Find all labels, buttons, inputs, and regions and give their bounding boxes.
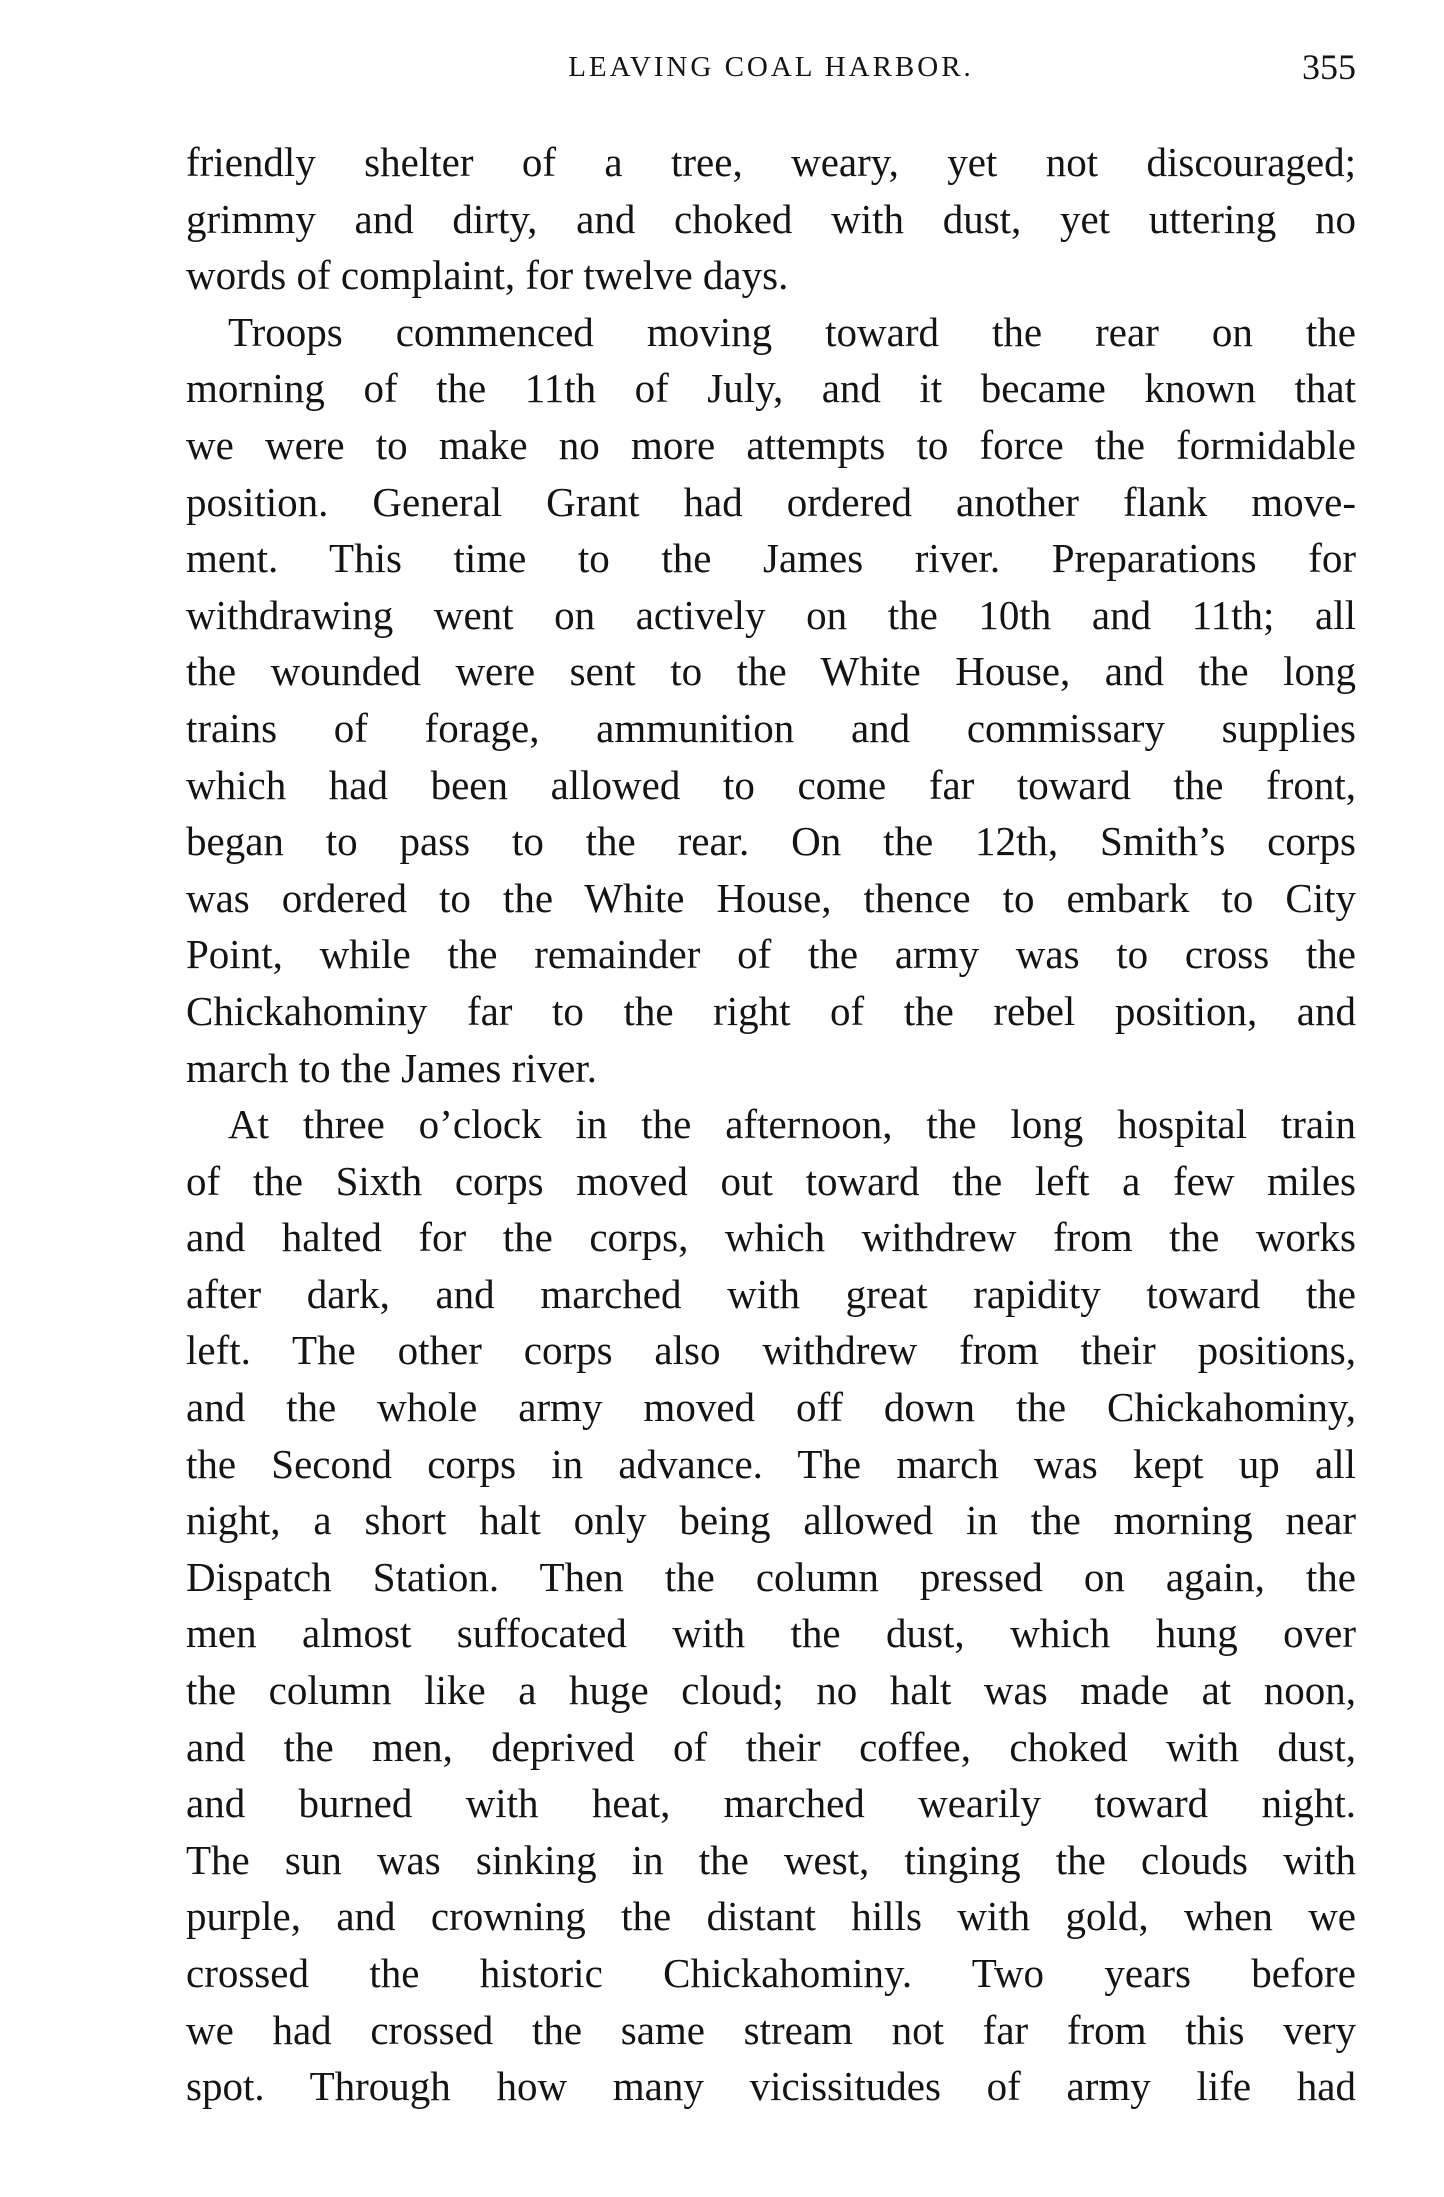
text-line: we had crossed the same stream not far from this very: [186, 2006, 1356, 2053]
text-line: and the men, deprived of their coffee, choked with dust,: [186, 1723, 1356, 1770]
text-line: began to pass to the rear. On the 12th, Smith’s corps: [186, 818, 1356, 865]
text-line: Chickahominy far to the right of the rebel position, and: [186, 987, 1356, 1034]
text-line: and burned with heat, marched wearily toward night.: [186, 1780, 1356, 1827]
text-line: of the Sixth corps moved out toward the left a few miles: [186, 1157, 1356, 1204]
text-line: friendly shelter of a tree, weary, yet not discouraged;: [186, 139, 1356, 185]
text-line: Troops commenced moving toward the rear on the: [228, 308, 1356, 355]
text-line: and halted for the corps, which withdrew from the works: [186, 1214, 1356, 1261]
page-number: 355: [1302, 47, 1356, 87]
text-line: march to the James river.: [186, 1044, 598, 1091]
running-title: LEAVING COAL HARBOR.: [568, 51, 974, 83]
text-line: crossed the historic Chickahominy. Two years before: [186, 1950, 1356, 1996]
running-head: [186, 42, 1356, 92]
text-line: the column like a huge cloud; no halt was made at noon,: [186, 1667, 1356, 1714]
text-line: morning of the 11th of July, and it became known that: [186, 365, 1356, 412]
text-line: grimmy and dirty, and choked with dust, yet uttering no: [186, 195, 1356, 242]
text-line: we were to make no more attempts to force the formidable: [186, 421, 1356, 468]
text-line: and the whole army moved off down the Chickahominy,: [186, 1384, 1356, 1431]
text-line: after dark, and marched with great rapidity toward the: [186, 1270, 1356, 1317]
body-text: [186, 134, 1356, 2115]
text-line: purple, and crowning the distant hills with gold, when we: [186, 1893, 1356, 1940]
paragraph-1: [186, 134, 1356, 304]
paragraph-2: [186, 304, 1356, 1096]
text-line: trains of forage, ammunition and commissary supplies: [186, 704, 1356, 751]
paragraph-3: [186, 1096, 1356, 2115]
text-line: was ordered to the White House, thence to embark to City: [186, 874, 1356, 921]
text-line: At three o’clock in the afternoon, the long hospital train: [228, 1101, 1356, 1148]
text-line: men almost suffocated with the dust, which hung over: [186, 1610, 1356, 1657]
text-line: which had been allowed to come far toward the front,: [186, 761, 1356, 808]
text-line: the wounded were sent to the White House, and the long: [186, 648, 1356, 695]
text-line: night, a short halt only being allowed in the morning near: [186, 1497, 1356, 1544]
text-line: left. The other corps also withdrew from their positions,: [186, 1327, 1356, 1374]
text-line: words of complaint, for twelve days.: [186, 252, 789, 299]
text-line: ment. This time to the James river. Preparations for: [186, 535, 1356, 582]
text-line: The sun was sinking in the west, tinging the clouds with: [186, 1836, 1356, 1883]
text-line: Dispatch Station. Then the column pressed on again, the: [186, 1553, 1356, 1600]
text-line: Point, while the remainder of the army was to cross the: [186, 931, 1356, 978]
text-line: withdrawing went on actively on the 10th and 11th; all: [186, 591, 1356, 638]
text-line: position. General Grant had ordered another flank move-: [186, 478, 1356, 525]
text-line: spot. Through how many vicissitudes of army life had: [186, 2063, 1356, 2110]
text-line: the Second corps in advance. The march was kept up all: [186, 1440, 1356, 1487]
